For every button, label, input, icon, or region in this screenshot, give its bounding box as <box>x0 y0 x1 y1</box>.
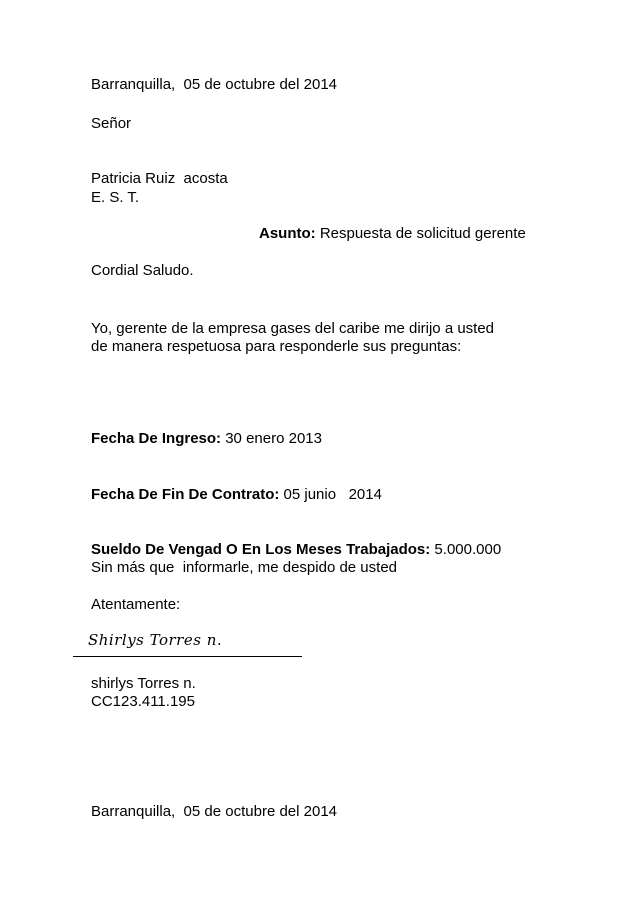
signature-line <box>73 656 302 657</box>
subject-line <box>259 225 526 243</box>
field-value: 30 enero 2013 <box>221 430 322 447</box>
signer-id: CC123.411.195 <box>91 693 195 710</box>
body-line-2: de manera respetuosa para responderle sus preguntas: <box>91 338 462 355</box>
signer-name: shirlys Torres n. <box>91 675 196 692</box>
field-end-date <box>91 486 382 504</box>
field-label: Fecha De Fin De Contrato: <box>91 486 280 503</box>
field-start-date <box>91 430 322 448</box>
field-value: 5.000.000 <box>430 541 502 558</box>
handwritten-signature: Shirlys Torres n. <box>88 631 223 649</box>
field-salary <box>91 541 501 559</box>
closing-line: Sin más que informarle, me despido de usted <box>91 559 397 576</box>
subject-label: Asunto: <box>259 225 316 242</box>
salutation-title: Señor <box>91 115 132 132</box>
subject-text: Respuesta de solicitud gerente <box>315 225 526 242</box>
recipient-line2: E. S. T. <box>91 189 140 206</box>
greeting: Cordial Saludo. <box>91 262 194 279</box>
field-label: Sueldo De Vengad O En Los Meses Trabajados: <box>91 541 431 558</box>
recipient-name: Patricia Ruiz acosta <box>91 170 228 187</box>
footer-date-line: Barranquilla, 05 de octubre del 2014 <box>91 803 338 820</box>
sign-off: Atentamente: <box>91 596 181 613</box>
field-value: 05 junio 2014 <box>279 486 382 503</box>
body-line-1: Yo, gerente de la empresa gases del caribe me dirijo a usted <box>91 320 495 337</box>
date-line: Barranquilla, 05 de octubre del 2014 <box>91 76 338 93</box>
field-label: Fecha De Ingreso: <box>91 430 222 447</box>
